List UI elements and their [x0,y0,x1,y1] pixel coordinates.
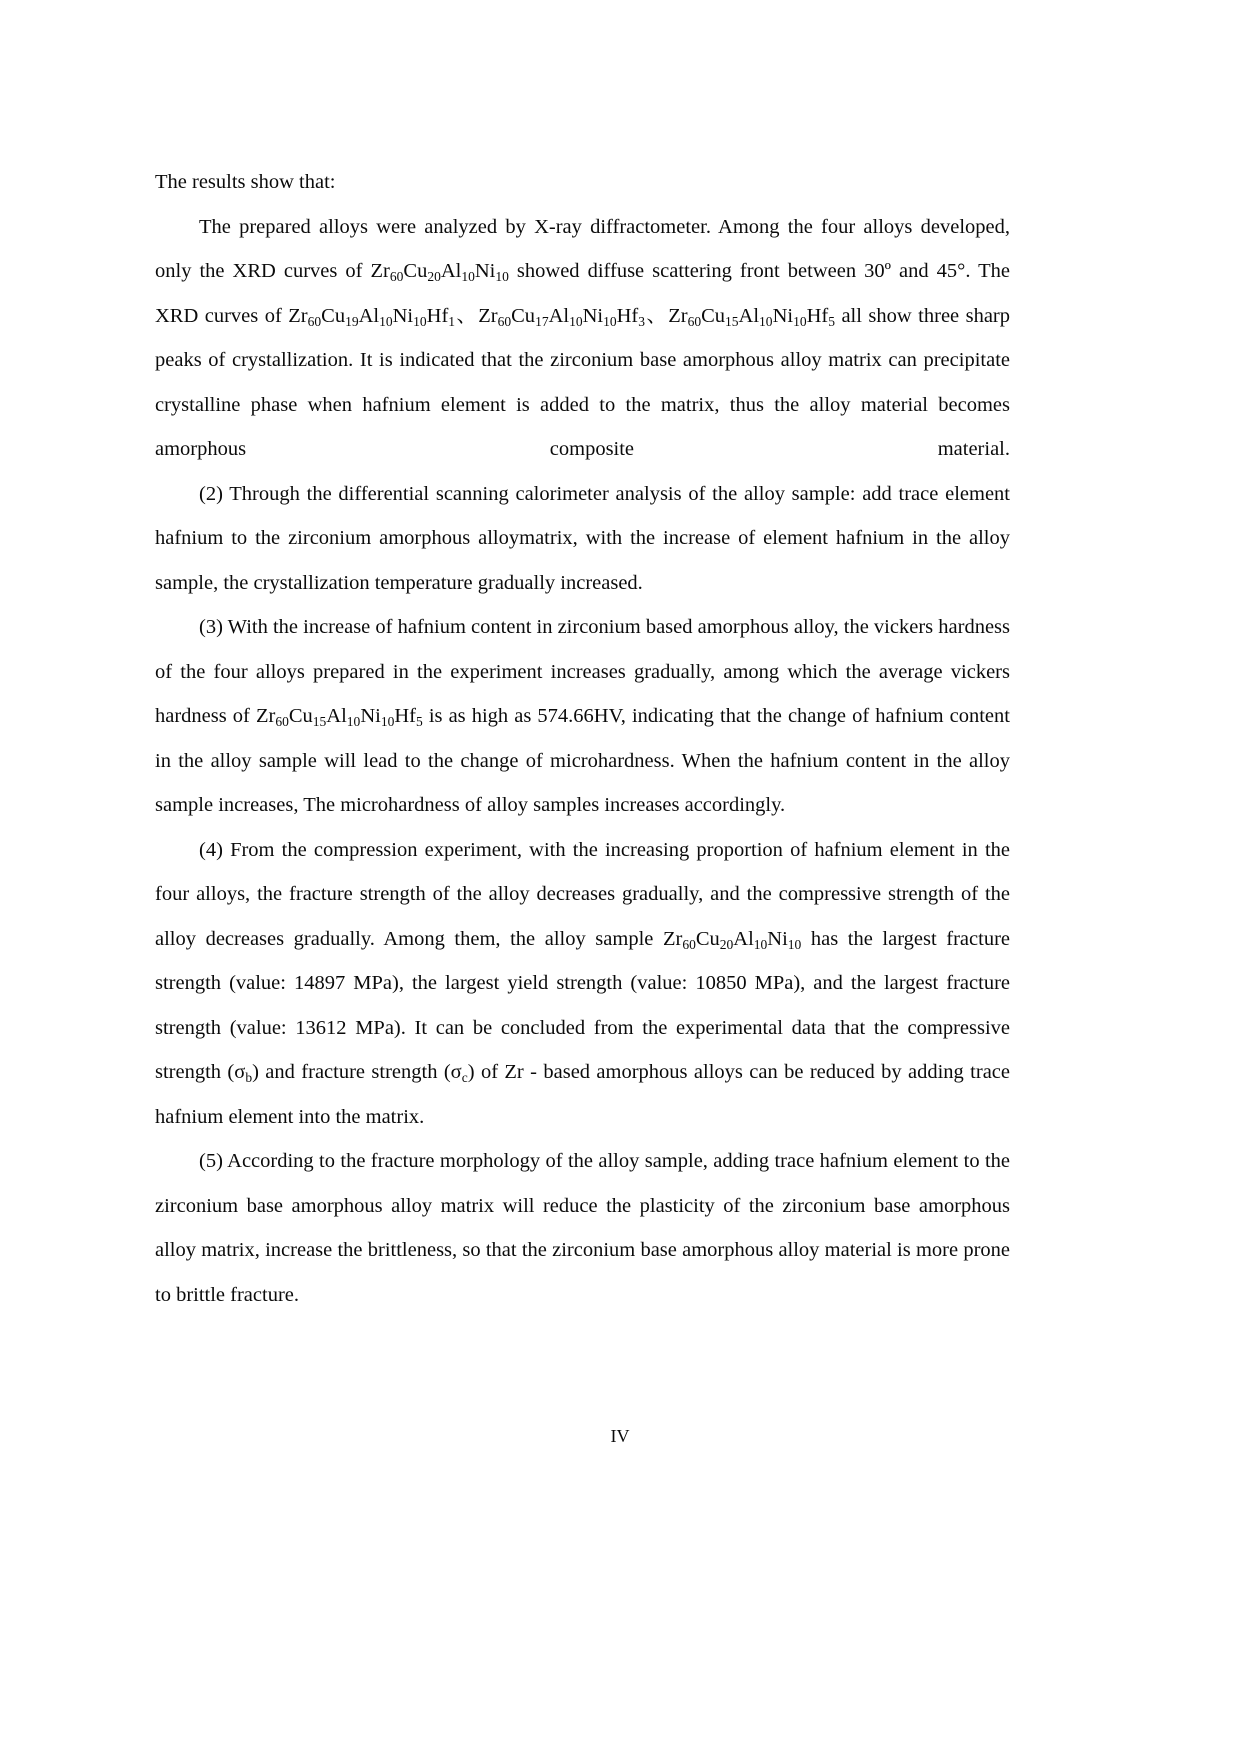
paragraph-compression-experiment: (4) From the compression experiment, with the increasing proportion of hafnium element in the four alloys, the fracture strength of the alloy decreases gradually, and the compressive strength of the alloy decreases gradually. Among them, the alloy sample $Zr_{60}Cu_{20}Al_{10}Ni_{10}$ has the largest fracture strength (value: 14897 MPa), the largest yield strength (value: 10850 MPa), and the largest fracture strength (value: 13612 MPa). It can be concluded from the experimental data that the compressive strength $(\sigma_b)$ and fracture strength $(\sigma_c)$ of Zr - based amorphous alloys can be reduced by adding trace hafnium element into the matrix. [155,838,1010,1128]
chemical-formula-part: $Al_{10}$ [440,260,475,284]
chemical-formula-part: $Zr_{60}$ [662,927,696,952]
formula-subscript: 10 [569,313,583,329]
formula-subscript: 10 [603,313,617,329]
formula-subscript: 10 [379,313,393,329]
formula-subscript: 19 [345,313,359,329]
chemical-formula-part: $Ni_{10}$ [772,304,807,329]
chemical-formula-part: $Al_{10}$ [358,304,393,329]
formula-subscript: 20 [719,936,734,952]
paragraph-fracture-morphology: (5) According to the fracture morphology of the alloy sample, adding trace hafnium element to the zirconium base amorphous alloy matrix will reduce the plasticity of the zirconium base amorphous alloy matrix, increase the brittleness, so that the zirconium base amorphous alloy material is more prone to brittle fracture. [155,1150,1010,1306]
chemical-formula-part: $Cu_{19}$ [321,304,359,329]
chemical-formula-part: $Zr_{60}$ [255,705,289,729]
formula-subscript: 10 [413,313,427,329]
chemical-formula-part: $Hf_3$ [616,304,646,329]
formula-subscript: 60 [389,268,404,284]
chemical-formula-part: $Hf_5$ [394,705,423,729]
formula-subscript: c [461,1069,468,1085]
chemical-formula-part: $Ni_{10}$ [392,304,427,329]
formula-subscript: 10 [461,268,475,284]
formula-subscript: 10 [753,936,768,952]
chemical-formula-part: $Al_{10}$ [738,304,773,329]
formula-subscript: 10 [346,713,361,729]
chemical-formula-part: $Cu_{20}$ [403,260,441,284]
chemical-formula-part: $Zr_{60}$ [288,304,322,329]
chemical-formula-part: $Zr_{60}$ [668,304,702,329]
formula-subscript: 60 [275,713,289,729]
paragraph-vickers-hardness: (3) With the increase of hafnium content in zirconium based amorphous alloy, the vickers hardness of the four alloys prepared in the experiment increases gradually, among which the average vickers hardness of $Zr_{60}Cu_{15}Al_{10}Ni_{10}Hf_5$ is as high as 574.66HV, indicating that the change of hafnium content in the alloy sample will lead to the change of microhardness. When the hafnium content in the alloy sample increases, The microhardness of alloy samples increases accordingly. [155,616,1010,816]
chemical-formula-part: $Al_{10}$ [326,705,361,729]
formula-subscript: 60 [682,936,696,952]
formula-subscript: 17 [535,313,549,329]
chemical-formula-part: $Ni_{10}$ [474,260,509,284]
chemical-formula-part: $Ni_{10}$ [582,304,617,329]
chemical-formula-part: $Al_{10}$ [733,927,768,952]
formula-subscript: 60 [497,313,512,329]
formula-subscript: 10 [793,313,807,329]
chemical-formula-part: $Cu_{20}$ [695,927,734,952]
formula-subscript: 3 [638,313,646,329]
formula-subscript: b [245,1069,253,1085]
formula-subscript: 60 [307,313,322,329]
formula-subscript: 5 [828,313,835,329]
formula-subscript: 5 [415,713,423,729]
formula-subscript: 10 [495,268,509,284]
chemical-formula-part: $Cu_{17}$ [511,304,549,329]
paragraph-lead-in: The results show that: [155,171,336,193]
formula-subscript: 1 [448,313,456,329]
formula-subscript: 60 [687,313,702,329]
chemical-formula-part: $Ni_{10}$ [767,927,802,952]
formula-subscript: 10 [787,936,802,952]
formula-subscript: 10 [759,313,773,329]
formula-subscript: 10 [380,713,395,729]
chemical-formula-part: $\sigma_c$ [450,1061,468,1085]
chemical-formula-part: $Zr_{60}$ [478,304,512,329]
paragraph-xrd-analysis: The prepared alloys were analyzed by X-ray diffractometer. Among the four alloys developed, only the XRD curves of $Zr_{60}Cu_{20}Al_{10}Ni_{10}$ showed diffuse scattering front between 30º and 45°. The XRD curves of $Zr_{60}Cu_{19}Al_{10}Ni_{10}Hf_1$、$Zr_{60}Cu_{17}Al_{10}Ni_{10}Hf_3$、$Zr_{60}Cu_{15}Al_{10}Ni_{10}Hf_5$ all show three sharp peaks of crystallization. It is indicated that the zirconium base amorphous alloy matrix can precipitate crystalline phase when hafnium element is added to the matrix, thus the alloy material becomes amorphous composite material. [155,215,1011,460]
chemical-formula-part: $Ni_{10}$ [360,705,395,729]
formula-subscript: 15 [312,713,327,729]
page-body [155,160,1010,1317]
formula-subscript: 15 [725,313,739,329]
chemical-formula-part: $Cu_{15}$ [288,705,327,729]
chemical-formula-part: $\sigma_b$ [234,1061,253,1085]
formula-subscript: 20 [427,268,441,284]
chemical-formula-part: $Zr_{60}$ [370,260,404,284]
paragraph-dsc-analysis: (2) Through the differential scanning calorimeter analysis of the alloy sample: add trace element hafnium to the zirconium amorphous alloymatrix, with the increase of element hafnium in the alloy sample, the crystallization temperature gradually increased. [155,482,1010,594]
page-number: IV [610,1426,630,1446]
chemical-formula-part: $Hf_1$ [426,304,456,329]
chemical-formula-part: $Al_{10}$ [548,304,583,329]
chemical-formula-part: $Hf_5$ [806,304,835,329]
chemical-formula-part: $Cu_{15}$ [701,304,739,329]
